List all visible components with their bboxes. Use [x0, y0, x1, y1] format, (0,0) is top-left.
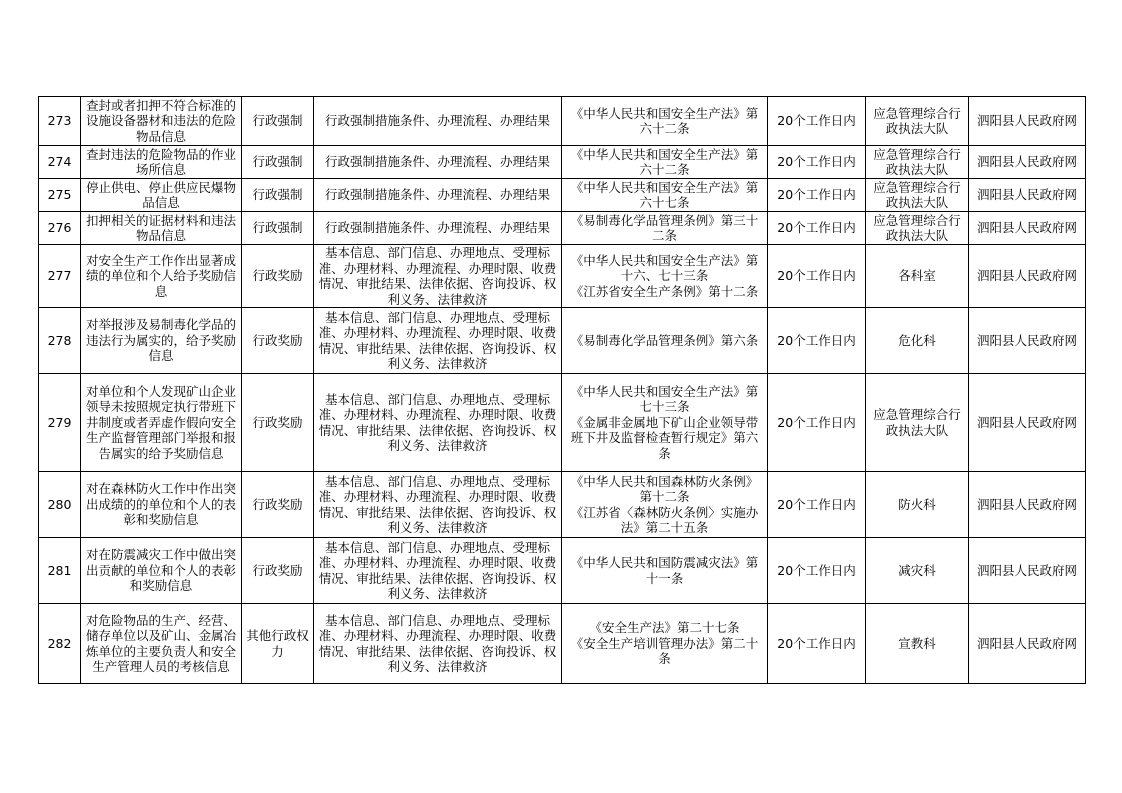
disclosure-channel: 泗阳县人民政府网 — [969, 245, 1086, 308]
row-number: 273 — [39, 97, 81, 146]
disclosure-content: 基本信息、部门信息、办理地点、受理标准、办理材料、办理流程、办理时限、收费情况、审批结果、法律依据、咨询投诉、权利义务、法律救济 — [314, 374, 562, 472]
disclosure-channel: 泗阳县人民政府网 — [969, 308, 1086, 374]
responsible-dept: 减灾科 — [866, 538, 969, 604]
table-row — [39, 179, 1086, 212]
responsible-dept: 各科室 — [866, 245, 969, 308]
item-name: 对在森林防火工作中作出突出成绩的的单位和个人的表彰和奖励信息 — [81, 472, 242, 538]
row-number: 277 — [39, 245, 81, 308]
row-number: 274 — [39, 146, 81, 179]
disclosure-content: 行政强制措施条件、办理流程、办理结果 — [314, 97, 562, 146]
time-limit: 20个工作日内 — [768, 538, 866, 604]
responsible-dept: 宣教科 — [866, 604, 969, 684]
disclosure-channel: 泗阳县人民政府网 — [969, 538, 1086, 604]
power-type: 行政强制 — [242, 179, 314, 212]
disclosure-content: 基本信息、部门信息、办理地点、受理标准、办理材料、办理流程、办理时限、收费情况、审批结果、法律依据、咨询投诉、权利义务、法律救济 — [314, 538, 562, 604]
disclosure-channel: 泗阳县人民政府网 — [969, 604, 1086, 684]
disclosure-content: 基本信息、部门信息、办理地点、受理标准、办理材料、办理流程、办理时限、收费情况、审批结果、法律依据、咨询投诉、权利义务、法律救济 — [314, 472, 562, 538]
table-row — [39, 245, 1086, 308]
responsible-dept: 应急管理综合行政执法大队 — [866, 97, 969, 146]
power-type: 行政奖励 — [242, 245, 314, 308]
row-number: 281 — [39, 538, 81, 604]
item-name: 查封违法的危险物品的作业场所信息 — [81, 146, 242, 179]
time-limit: 20个工作日内 — [768, 472, 866, 538]
power-type: 行政强制 — [242, 212, 314, 245]
disclosure-channel: 泗阳县人民政府网 — [969, 212, 1086, 245]
row-number: 276 — [39, 212, 81, 245]
table-row — [39, 146, 1086, 179]
item-name: 对单位和个人发现矿山企业领导未按照规定执行带班下井制度或者弄虚作假向安全生产监督管理部门举报和报告属实的给予奖励信息 — [81, 374, 242, 472]
table-row — [39, 538, 1086, 604]
table-row — [39, 97, 1086, 146]
table-row — [39, 212, 1086, 245]
legal-basis: 《安全生产法》第二十七条 《安全生产培训管理办法》第二十条 — [562, 604, 768, 684]
power-type: 行政奖励 — [242, 308, 314, 374]
time-limit: 20个工作日内 — [768, 308, 866, 374]
time-limit: 20个工作日内 — [768, 97, 866, 146]
legal-basis: 《中华人民共和国安全生产法》第七十三条 《金属非金属地下矿山企业领导带班下井及监督检查暂行规定》第六条 — [562, 374, 768, 472]
power-type: 行政奖励 — [242, 538, 314, 604]
legal-basis: 《中华人民共和国安全生产法》第六十二条 — [562, 146, 768, 179]
disclosure-table — [38, 96, 1086, 684]
item-name: 扣押相关的证据材料和违法物品信息 — [81, 212, 242, 245]
legal-basis: 《易制毒化学品管理条例》第三十二条 — [562, 212, 768, 245]
item-name: 停止供电、停止供应民爆物品信息 — [81, 179, 242, 212]
table-row — [39, 374, 1086, 472]
disclosure-channel: 泗阳县人民政府网 — [969, 179, 1086, 212]
disclosure-content: 基本信息、部门信息、办理地点、受理标准、办理材料、办理流程、办理时限、收费情况、审批结果、法律依据、咨询投诉、权利义务、法律救济 — [314, 245, 562, 308]
table-row — [39, 604, 1086, 684]
responsible-dept: 应急管理综合行政执法大队 — [866, 212, 969, 245]
legal-basis: 《中华人民共和国安全生产法》第十六、七十三条 《江苏省安全生产条例》第十二条 — [562, 245, 768, 308]
row-number: 278 — [39, 308, 81, 374]
power-type: 行政强制 — [242, 97, 314, 146]
time-limit: 20个工作日内 — [768, 604, 866, 684]
disclosure-channel: 泗阳县人民政府网 — [969, 374, 1086, 472]
responsible-dept: 应急管理综合行政执法大队 — [866, 374, 969, 472]
power-type: 行政奖励 — [242, 374, 314, 472]
disclosure-content: 行政强制措施条件、办理流程、办理结果 — [314, 179, 562, 212]
time-limit: 20个工作日内 — [768, 374, 866, 472]
table-body — [39, 97, 1086, 684]
row-number: 282 — [39, 604, 81, 684]
power-type: 其他行政权力 — [242, 604, 314, 684]
item-name: 查封或者扣押不符合标准的设施设备器材和违法的危险物品信息 — [81, 97, 242, 146]
disclosure-channel: 泗阳县人民政府网 — [969, 97, 1086, 146]
table-row — [39, 308, 1086, 374]
row-number: 279 — [39, 374, 81, 472]
row-number: 280 — [39, 472, 81, 538]
disclosure-channel: 泗阳县人民政府网 — [969, 146, 1086, 179]
legal-basis: 《中华人民共和国安全生产法》第六十二条 — [562, 97, 768, 146]
time-limit: 20个工作日内 — [768, 179, 866, 212]
power-type: 行政强制 — [242, 146, 314, 179]
item-name: 对举报涉及易制毒化学品的违法行为属实的，给予奖励信息 — [81, 308, 242, 374]
disclosure-content: 基本信息、部门信息、办理地点、受理标准、办理材料、办理流程、办理时限、收费情况、审批结果、法律依据、咨询投诉、权利义务、法律救济 — [314, 308, 562, 374]
disclosure-content: 基本信息、部门信息、办理地点、受理标准、办理材料、办理流程、办理时限、收费情况、审批结果、法律依据、咨询投诉、权利义务、法律救济 — [314, 604, 562, 684]
legal-basis: 《中华人民共和国森林防火条例》第十二条 《江苏省〈森林防火条例〉实施办法》第二十五条 — [562, 472, 768, 538]
time-limit: 20个工作日内 — [768, 146, 866, 179]
row-number: 275 — [39, 179, 81, 212]
disclosure-content: 行政强制措施条件、办理流程、办理结果 — [314, 212, 562, 245]
table-row — [39, 472, 1086, 538]
time-limit: 20个工作日内 — [768, 212, 866, 245]
responsible-dept: 防火科 — [866, 472, 969, 538]
responsible-dept: 危化科 — [866, 308, 969, 374]
responsible-dept: 应急管理综合行政执法大队 — [866, 146, 969, 179]
legal-basis: 《中华人民共和国安全生产法》第六十七条 — [562, 179, 768, 212]
legal-basis: 《中华人民共和国防震减灾法》第十一条 — [562, 538, 768, 604]
item-name: 对危险物品的生产、经营、储存单位以及矿山、金属冶炼单位的主要负责人和安全生产管理人员的考核信息 — [81, 604, 242, 684]
disclosure-content: 行政强制措施条件、办理流程、办理结果 — [314, 146, 562, 179]
item-name: 对在防震减灾工作中做出突出贡献的单位和个人的表彰和奖励信息 — [81, 538, 242, 604]
item-name: 对安全生产工作作出显著成绩的单位和个人给予奖励信息 — [81, 245, 242, 308]
disclosure-channel: 泗阳县人民政府网 — [969, 472, 1086, 538]
time-limit: 20个工作日内 — [768, 245, 866, 308]
power-type: 行政奖励 — [242, 472, 314, 538]
responsible-dept: 应急管理综合行政执法大队 — [866, 179, 969, 212]
legal-basis: 《易制毒化学品管理条例》第六条 — [562, 308, 768, 374]
